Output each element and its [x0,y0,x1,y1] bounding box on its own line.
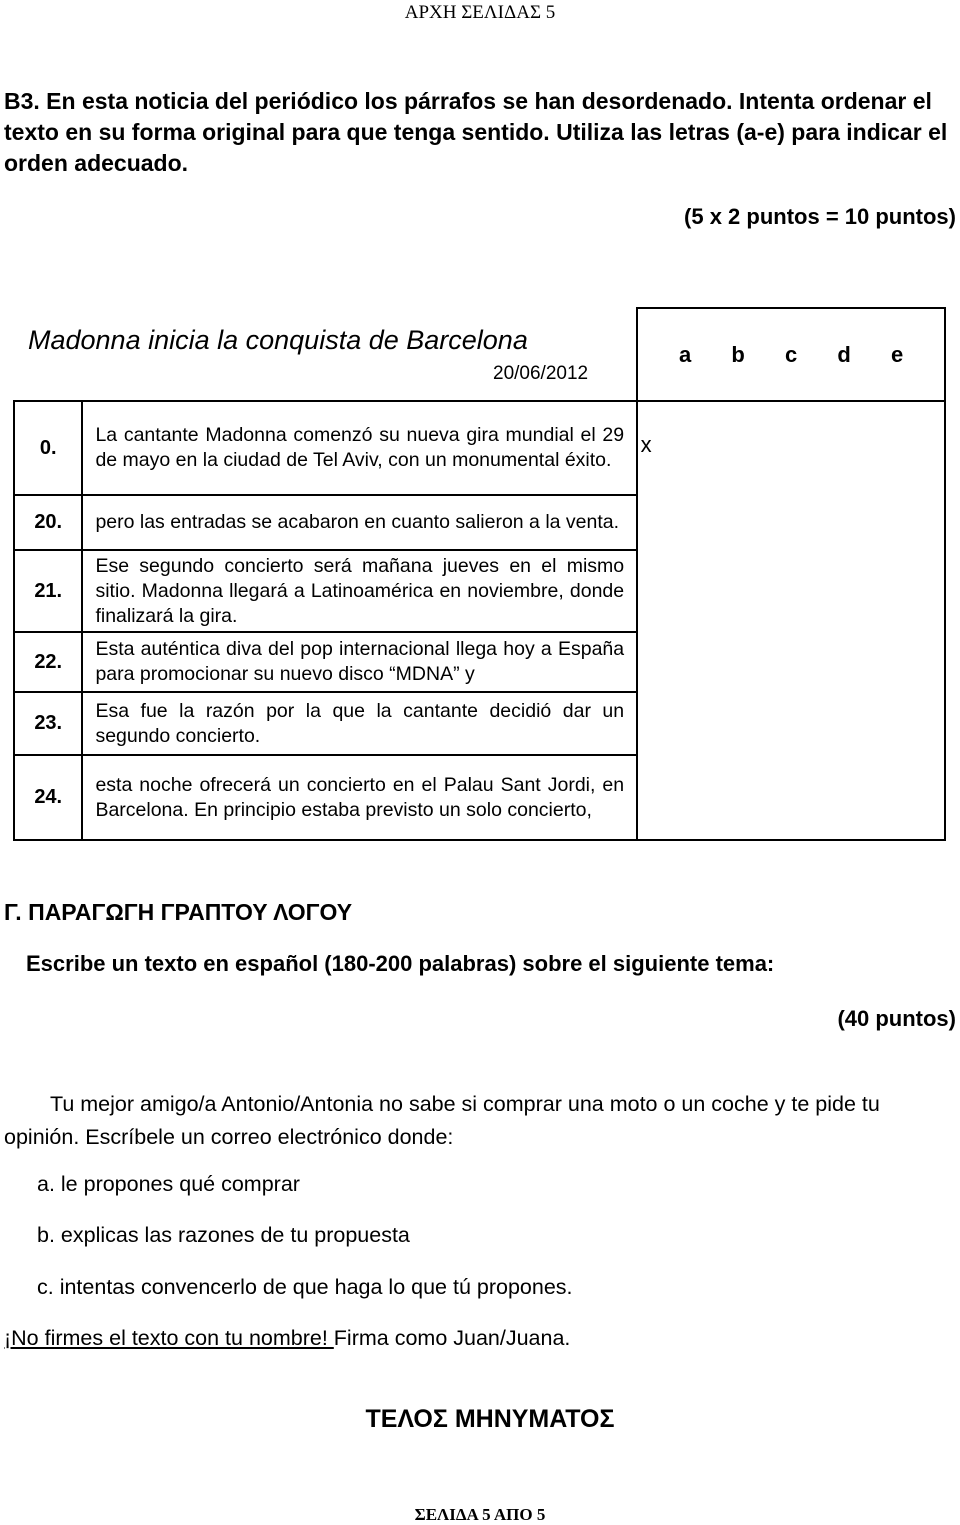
answer-letter-b: b [731,341,745,367]
ordering-table [13,307,946,847]
exercise-points: (5 x 2 puntos = 10 puntos) [684,204,956,229]
article-date: 20/06/2012 [493,363,589,384]
row-text: Ese segundo concierto será mañana jueves en el mismo sitio. Madonna llegará a Latinoamérica en noviembre, donde finalizará la gira. [82,550,637,632]
section-g-title: Γ. ΠΑΡΑΓΩΓΗ ΓΡΑΠΤΟΥ ΛΟΓΟΥ [4,899,353,925]
article-title: Madonna inicia la conquista de Barcelona [28,325,528,355]
row-number: 22. [14,632,82,692]
answer-letter-c: c [784,341,798,367]
signature-note [4,1326,570,1351]
page-header: ΑΡΧΗ ΣΕΛΙΔΑΣ 5 [404,2,556,23]
row-text: esta noche ofrecerá un concierto en el Palau Sant Jordi, en Barcelona. En principio estaba previsto un solo concierto, [82,755,637,840]
row-text: pero las entradas se acabaron en cuanto salieron a la venta. [82,495,637,550]
table-row [14,401,945,495]
writing-task: Tu mejor amigo/a Antonio/Antonia no sabe si comprar una moto o un coche y te pide tu opinión. Escríbele un correo electrónico donde: [4,1092,880,1149]
row-number: 23. [14,692,82,755]
answer-letter-a: a [678,341,692,367]
row-answer: x [640,432,652,457]
row-text: Esta auténtica diva del pop internacional llega hoy a España para promocionar su nuevo disco “MDNA” y [82,632,637,692]
task-item-b: b. explicas las razones de tu propuesta [37,1223,410,1247]
page-footer: ΣΕΛΙΔΑ 5 ΑΠΟ 5 [414,1505,546,1524]
row-text: Esa fue la razón por la que la cantante decidió dar un segundo concierto. [82,692,637,755]
answer-letter-e: e [890,341,904,367]
row-number: 24. [14,755,82,840]
answer-letter-d: d [837,341,851,367]
answer-letters-header [637,308,945,401]
exercise-instructions: B3. En esta noticia del periódico los párrafos se han desordenado. Intenta ordenar el texto en su forma original para que tenga sentido. Utiliza las letras (a-e) para indicar el orden adecuado. [4,88,948,176]
task-item-c: c. intentas convencerlo de que haga lo que tú propones. [37,1275,573,1299]
row-number: 21. [14,550,82,632]
row-number: 0. [14,401,82,495]
writing-points: (40 puntos) [837,1006,956,1031]
answer-cell[interactable] [637,401,945,840]
row-number: 20. [14,495,82,550]
end-message: ΤΕΛΟΣ ΜΗΝΥΜΑΤΟΣ [365,1405,615,1433]
task-item-a: a. le propones qué comprar [37,1172,300,1196]
row-text: La cantante Madonna comenzó su nueva gira mundial el 29 de mayo en la ciudad de Tel Aviv, con un monumental éxito. [82,401,637,495]
no-sign-warning: ¡No firmes el texto con tu nombre! [4,1326,334,1350]
sign-as: Firma como Juan/Juana. [333,1326,571,1350]
writing-instruction: Escribe un texto en español (180-200 palabras) sobre el siguiente tema: [26,951,775,976]
